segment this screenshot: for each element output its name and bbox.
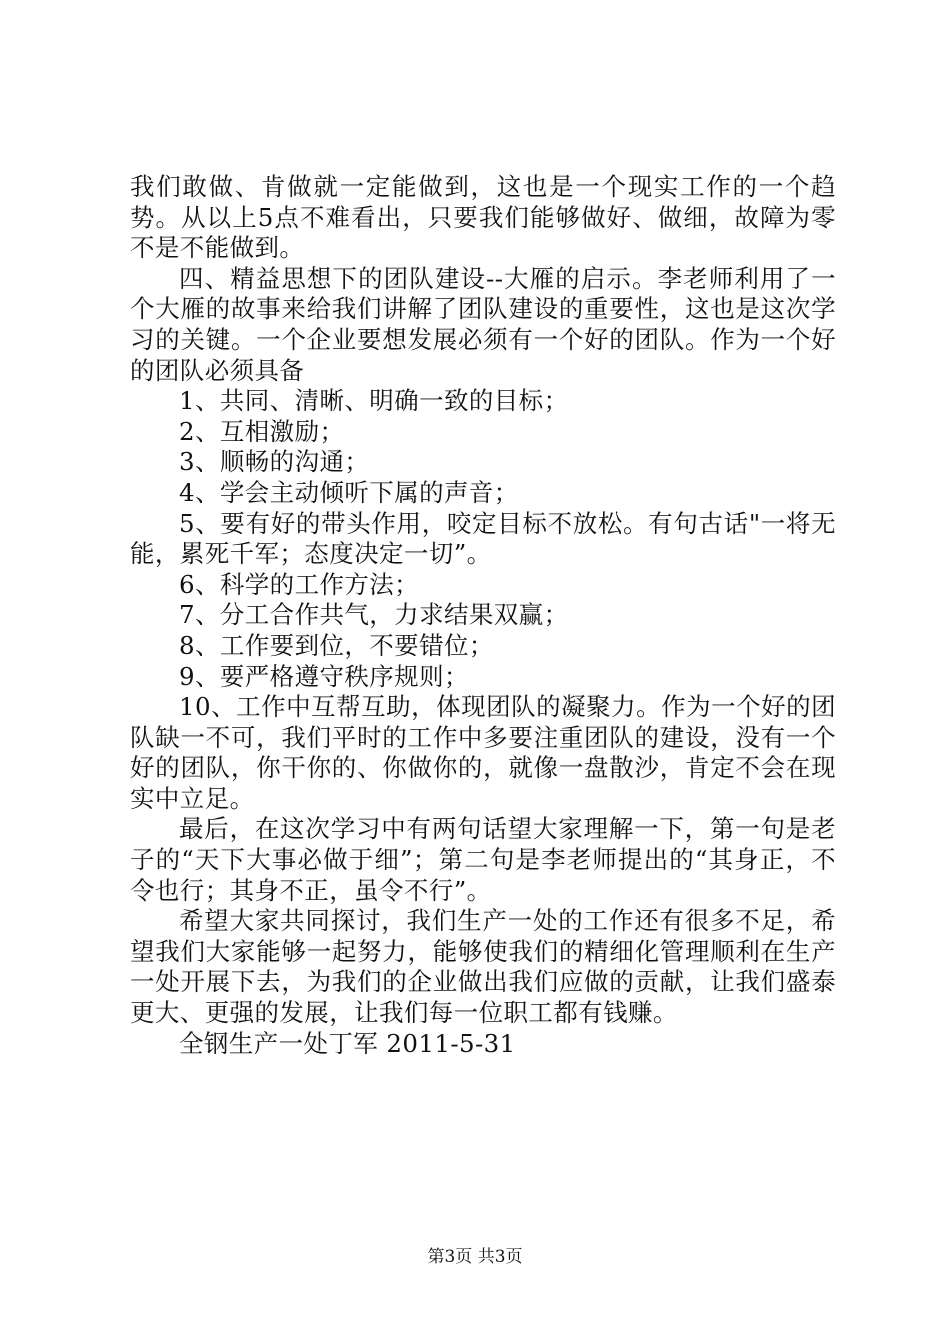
list-item-9: 9、要严格遵守秩序规则； xyxy=(179,661,469,691)
paragraph-closing: 希望大家共同探讨，我们生产一处的工作还有很多不足，希望我们大家能够一起努力，能够使我们的精细化管理顺利在生产一处开展下去，为我们的企业做出我们应做的贡献，让我们盛泰更大、更强的发展，让我们每一位职工都有钱赚。 xyxy=(130,906,836,1028)
paragraph-conclusion: 最后，在这次学习中有两句话望大家理解一下，第一句是老子的“天下大事必做于细”；第二句是李老师提出的“其身正，不令也行；其身不正，虽令不行”。 xyxy=(130,814,836,905)
paragraph-continuation: 我们敢做、肯做就一定能做到，这也是一个现实工作的一个趋势。从以上5点不难看出，只要我们能够做好、做细，故障为零不是不能做到。 xyxy=(130,172,836,263)
list-item-10: 10、工作中互帮互助，体现团队的凝聚力。作为一个好的团队缺一不可，我们平时的工作中多要注重团队的建设，没有一个好的团队，你干你的、你做你的，就像一盘散沙，肯定不会在现实中立足。 xyxy=(130,692,836,813)
document-body xyxy=(130,172,836,1059)
list-item-4: 4、学会主动倾听下属的声音； xyxy=(179,477,519,507)
list-item-1: 1、共同、清晰、明确一致的目标； xyxy=(179,386,569,416)
list-item-7: 7、分工合作共气，力求结果双赢； xyxy=(179,600,569,630)
page-footer: 第3页 共3页 xyxy=(427,1247,523,1267)
list-item-2: 2、互相激励； xyxy=(179,416,345,446)
signature-line: 全钢生产一处丁军 2011-5-31 xyxy=(179,1028,516,1058)
list-item-5: 5、要有好的带头作用，咬定目标不放松。有句古话"一将无能，累死千军；态度决定一切”。 xyxy=(130,508,836,569)
list-item-8: 8、工作要到位，不要错位； xyxy=(179,630,494,660)
paragraph-section-four: 四、精益思想下的团队建设--大雁的启示。李老师利用了一个大雁的故事来给我们讲解了团队建设的重要性，这也是这次学习的关键。一个企业要想发展必须有一个好的团队。作为一个好的团队必须具备 xyxy=(130,263,836,385)
list-item-3: 3、顺畅的沟通； xyxy=(179,447,370,477)
list-item-6: 6、科学的工作方法； xyxy=(179,569,420,599)
